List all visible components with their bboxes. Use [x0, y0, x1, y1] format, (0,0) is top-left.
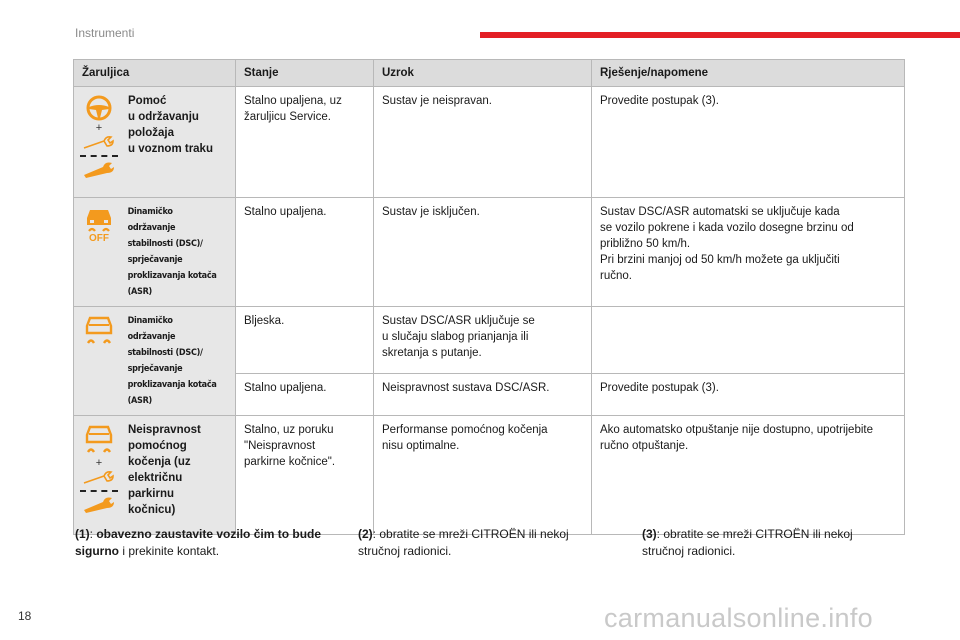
section-title: Instrumenti: [75, 26, 135, 40]
footnote-2: (2): obratite se mreži CITROËN ili nekoj stručnoj radionici.: [358, 527, 569, 558]
state-cell: Stalno upaljena.: [236, 374, 374, 416]
table-row: [74, 416, 905, 535]
brake-assist-icon: [84, 424, 114, 456]
cause-cell: Sustav DSC/ASR uključuje se u slučaju slabog prianjanja ili skretanja s putanje.: [374, 307, 592, 374]
steering-wheel-icon: [85, 95, 113, 121]
dashed-separator: [80, 490, 118, 492]
header-accent-bar: [480, 32, 960, 38]
wrench-solid-icon: [82, 496, 116, 514]
page-number: 18: [18, 609, 32, 623]
table-header-row: [74, 60, 905, 87]
cause-cell: Performanse pomoćnog kočenja nisu optimalne.: [374, 416, 592, 535]
state-cell: Stalno, uz poruku "Neispravnost parkirne kočnice".: [236, 416, 374, 535]
solution-cell: Ako automatsko otpuštanje nije dostupno, upotrijebite ručno otpuštanje.: [592, 416, 905, 535]
footnote-1: (1): obavezno zaustavite vozilo čim to bude sigurno i prekinite kontakt.: [75, 527, 322, 558]
state-cell: Bljeska.: [236, 307, 374, 374]
solution-cell: Provedite postupak (3).: [592, 87, 905, 198]
col-header-lamp: Žaruljica: [74, 60, 236, 87]
lamp-cell: [74, 198, 236, 307]
lamp-cell: [74, 416, 236, 535]
lamp-name: Neispravnost pomoćnog kočenja (uz električnu parkirnu kočnicu): [128, 424, 201, 516]
table-row: [74, 87, 905, 198]
solution-cell: [592, 307, 905, 374]
wrench-solid-icon: [82, 161, 116, 179]
lamp-name: Dinamičko održavanje stabilnosti (DSC)/ sprječavanje proklizavanja kotača (ASR): [127, 316, 217, 406]
col-header-solution: Rješenje/napomene: [592, 60, 905, 87]
wrench-outline-icon: [82, 135, 116, 151]
cause-cell: Neispravnost sustava DSC/ASR.: [374, 374, 592, 416]
col-header-state: Stanje: [236, 60, 374, 87]
dsc-off-icon: [84, 206, 114, 242]
dashed-separator: [80, 155, 118, 157]
col-header-cause: Uzrok: [374, 60, 592, 87]
watermark: carmanualsonline.info: [604, 603, 873, 633]
lamp-cell: [74, 87, 236, 198]
lamp-name: Dinamičko održavanje stabilnosti (DSC)/ sprječavanje proklizavanja kotača (ASR): [127, 207, 217, 297]
wrench-outline-icon: [82, 470, 116, 486]
state-cell: Stalno upaljena.: [236, 198, 374, 307]
footnote-3: (3): obratite se mreži CITROËN ili nekoj stručnoj radionici.: [642, 527, 853, 558]
cause-cell: Sustav je isključen.: [374, 198, 592, 307]
svg-text:OFF: OFF: [89, 233, 109, 242]
table-row: [74, 198, 905, 307]
warning-lamps-table: [73, 59, 905, 535]
plus-sign: +: [95, 457, 103, 469]
lamp-cell: [74, 307, 236, 416]
solution-cell: Sustav DSC/ASR automatski se uključuje kada se vozilo pokrene i kada vozilo dosegne brzinu od približno 50 km/h. Pri brzini manjoj od 50 km/h možete ga uključiti ručno.: [592, 198, 905, 307]
solution-cell: Provedite postupak (3).: [592, 374, 905, 416]
dsc-skid-icon: [84, 315, 114, 349]
cause-cell: Sustav je neispravan.: [374, 87, 592, 198]
state-cell: Stalno upaljena, uz žaruljicu Service.: [236, 87, 374, 198]
lamp-name: Pomoć u održavanju položaja u voznom traku: [128, 95, 213, 155]
table-row: [74, 307, 905, 374]
plus-sign: +: [95, 122, 103, 134]
